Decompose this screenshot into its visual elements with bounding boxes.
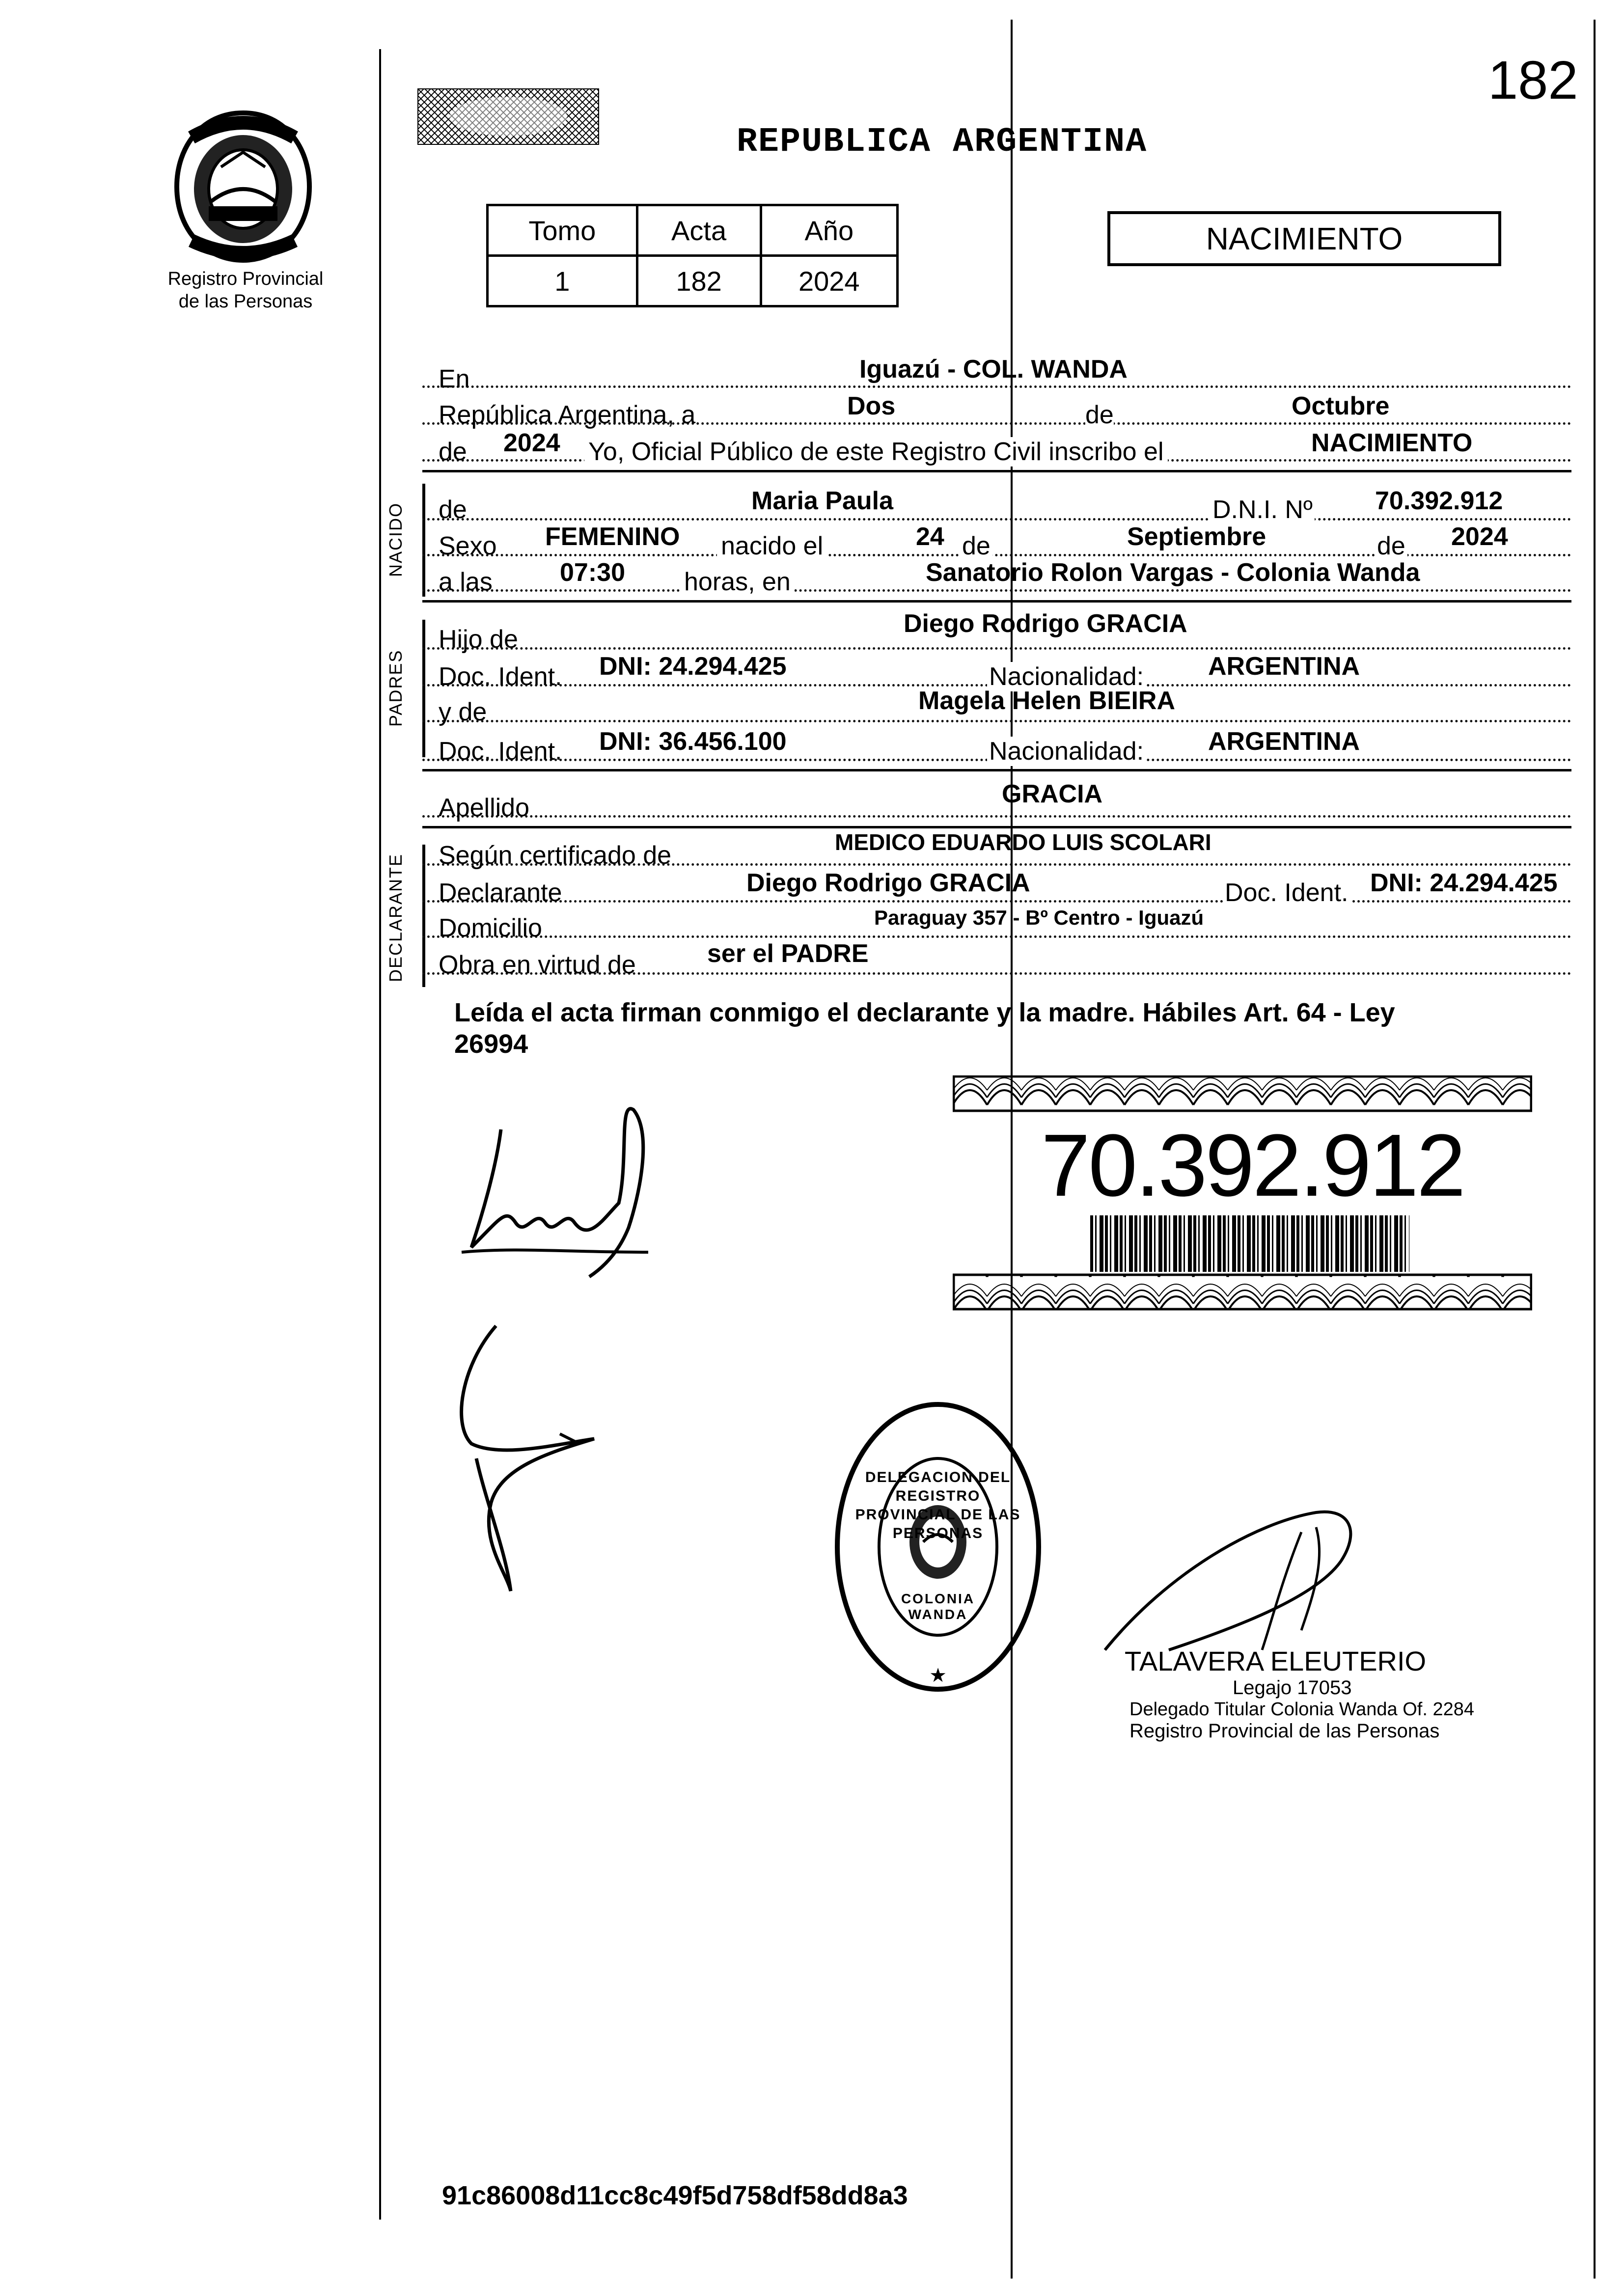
record-type-box bbox=[1107, 211, 1501, 266]
row-line bbox=[422, 720, 1571, 722]
side-label-declarante: DECLARANTE bbox=[385, 853, 406, 982]
registry-line2: de las Personas bbox=[178, 291, 313, 312]
mother-nat-label: Nacionalidad: bbox=[987, 737, 1146, 766]
sexo-label: Sexo bbox=[439, 532, 497, 560]
table-value-acta: 182 bbox=[637, 256, 761, 306]
record-type: NACIMIENTO bbox=[1206, 221, 1403, 256]
footer-note-line1: Leída el acta firman conmigo el declarante y la madre. Hábiles Art. 64 - Ley bbox=[454, 998, 1395, 1027]
child-name: Maria Paula bbox=[751, 487, 894, 515]
table-value-ano: 2024 bbox=[761, 256, 897, 306]
registry-seal bbox=[830, 1395, 1046, 1699]
section-divider bbox=[422, 769, 1571, 771]
barcode bbox=[1090, 1215, 1409, 1272]
declarante-doc: DNI: 24.294.425 bbox=[1370, 869, 1558, 897]
father-nat: ARGENTINA bbox=[1208, 652, 1360, 681]
table-header-acta: Acta bbox=[637, 205, 761, 256]
official-registry: Registro Provincial de las Personas bbox=[1129, 1720, 1440, 1742]
birth-de-label-2: de bbox=[1375, 531, 1407, 561]
official-signature bbox=[1095, 1503, 1370, 1660]
right-margin-line bbox=[1594, 20, 1596, 2279]
birth-de-label: de bbox=[960, 531, 992, 561]
alas-label: a las bbox=[439, 568, 493, 596]
place-value: Iguazú - COL. WANDA bbox=[859, 355, 1128, 384]
row-line bbox=[422, 935, 1571, 938]
birth-year: 2024 bbox=[1451, 522, 1508, 551]
section-divider bbox=[422, 470, 1571, 472]
signature-madre bbox=[432, 1296, 638, 1601]
section-bracket bbox=[422, 484, 425, 597]
section-divider bbox=[422, 826, 1571, 828]
document-hash: 91c86008d11cc8c49f5d758df58dd8a3 bbox=[442, 2181, 908, 2210]
side-label-padres: PADRES bbox=[385, 649, 406, 727]
apellido-label: Apellido bbox=[439, 794, 530, 822]
declarante-doc-label: Doc. Ident. bbox=[1223, 878, 1350, 907]
hijo-de-label: Hijo de bbox=[439, 625, 518, 654]
de-label: de bbox=[1085, 401, 1114, 429]
left-margin-line bbox=[379, 49, 381, 2220]
cert-value: MEDICO EDUARDO LUIS SCOLARI bbox=[835, 829, 1211, 855]
horas-label: horas, en bbox=[680, 567, 795, 597]
sexo-value: FEMENINO bbox=[545, 522, 680, 551]
row-line bbox=[422, 518, 1571, 521]
svg-text:★: ★ bbox=[929, 1664, 947, 1687]
official-legajo: Legajo 17053 bbox=[1233, 1677, 1352, 1699]
row-line bbox=[422, 815, 1571, 818]
yo-text: Yo, Oficial Público de este Registro Civil inscribo el bbox=[584, 437, 1168, 467]
security-pattern bbox=[417, 88, 599, 145]
row-line bbox=[422, 647, 1571, 650]
en-label: En bbox=[439, 365, 470, 393]
father-doc-label: Doc. Ident. bbox=[439, 662, 562, 691]
obra-value: ser el PADRE bbox=[707, 939, 869, 968]
table-header-ano: Año bbox=[761, 205, 897, 256]
birth-time: 07:30 bbox=[560, 558, 625, 587]
domicilio-label: Domicilio bbox=[439, 914, 542, 942]
mother-doc-label: Doc. Ident. bbox=[439, 737, 562, 766]
declarante-value: Diego Rodrigo GRACIA bbox=[746, 869, 1030, 897]
republica-label: República Argentina, a bbox=[439, 401, 696, 429]
obra-label: Obra en virtud de bbox=[439, 951, 636, 979]
page-number: 182 bbox=[1488, 50, 1578, 110]
official-title: Delegado Titular Colonia Wanda Of. 2284 bbox=[1129, 1699, 1475, 1720]
row-line bbox=[422, 900, 1571, 903]
footer-note bbox=[454, 997, 1395, 1060]
declarante-label: Declarante bbox=[439, 879, 562, 907]
y-de-label: y de bbox=[439, 698, 487, 726]
day-value: Dos bbox=[847, 392, 896, 420]
table-value-tomo: 1 bbox=[488, 256, 637, 306]
dni-label: D.N.I. Nº bbox=[1211, 495, 1315, 524]
table-header-tomo: Tomo bbox=[488, 205, 637, 256]
seal-inner-text: COLONIA WANDA bbox=[901, 1591, 975, 1622]
birth-place: Sanatorio Rolon Vargas - Colonia Wanda bbox=[926, 558, 1420, 587]
signature-declarante bbox=[442, 1090, 678, 1296]
row-line bbox=[422, 589, 1571, 592]
father-nat-label: Nacionalidad: bbox=[987, 662, 1146, 691]
child-dni: 70.392.912 bbox=[1375, 487, 1503, 515]
month-value: Octubre bbox=[1292, 392, 1390, 420]
father-doc: DNI: 24.294.425 bbox=[599, 652, 787, 681]
domicilio-value: Paraguay 357 - Bº Centro - Iguazú bbox=[874, 906, 1204, 929]
mother-doc: DNI: 36.456.100 bbox=[599, 727, 787, 756]
footer-note-line2: 26994 bbox=[454, 1029, 528, 1059]
mother-nat: ARGENTINA bbox=[1208, 727, 1360, 756]
cert-label: Según certificado de bbox=[439, 841, 672, 870]
official-stamp bbox=[1120, 1645, 1503, 1742]
row-line bbox=[422, 385, 1571, 388]
birth-day: 24 bbox=[916, 522, 944, 551]
inscription-value: NACIMIENTO bbox=[1311, 429, 1473, 457]
seal-outer-text: DELEGACION DEL REGISTRO PROVINCIAL DE LAS PERSONAS bbox=[855, 1469, 1021, 1541]
dni-sticker bbox=[953, 1075, 1532, 1311]
section-bracket bbox=[422, 845, 425, 987]
record-table bbox=[486, 204, 899, 307]
side-label-nacido: NACIDO bbox=[385, 502, 406, 577]
country-title: REPUBLICA ARGENTINA bbox=[737, 123, 1148, 162]
de-label-2: de bbox=[439, 438, 467, 466]
registry-line1: Registro Provincial bbox=[167, 269, 324, 289]
birth-month: Septiembre bbox=[1127, 522, 1266, 551]
registry-name bbox=[142, 268, 349, 313]
year-value: 2024 bbox=[503, 429, 560, 457]
father-name: Diego Rodrigo GRACIA bbox=[904, 609, 1187, 638]
province-emblem bbox=[162, 103, 324, 265]
nacido-el-label: nacido el bbox=[717, 531, 827, 561]
section-divider bbox=[422, 600, 1571, 603]
section-bracket bbox=[422, 620, 425, 757]
apellido-value: GRACIA bbox=[1002, 780, 1103, 808]
dni-sticker-number: 70.392.912 bbox=[1041, 1116, 1464, 1215]
nacido-de-label: de bbox=[439, 495, 467, 524]
official-name: TALAVERA ELEUTERIO bbox=[1125, 1646, 1427, 1676]
mother-name: Magela Helen BIEIRA bbox=[918, 686, 1176, 715]
